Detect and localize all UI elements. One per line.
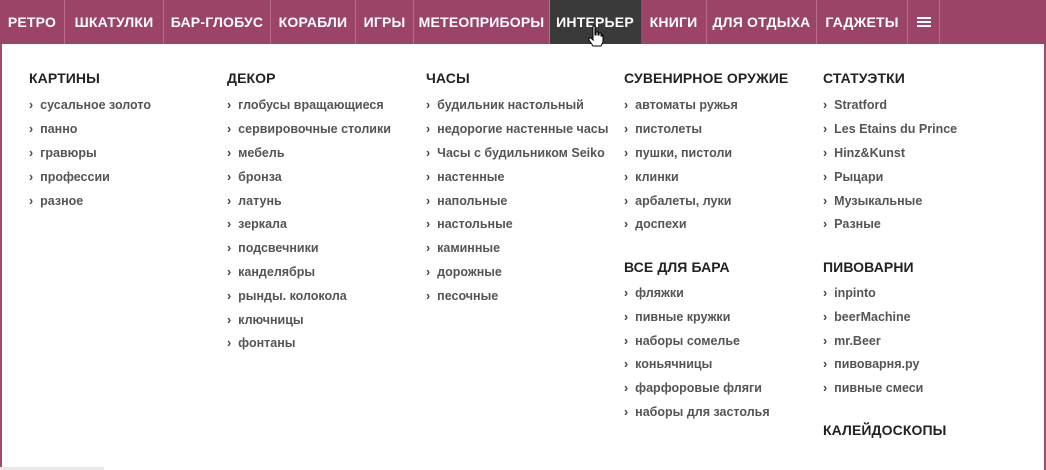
- menu-link[interactable]: › фляжки: [624, 286, 684, 300]
- menu-link[interactable]: › пистолеты: [624, 122, 702, 136]
- chevron-right-icon: ›: [227, 146, 232, 160]
- category-heading-souvenir-weapons[interactable]: СУВЕНИРНОЕ ОРУЖИЕ: [624, 70, 789, 86]
- menu-link[interactable]: › будильник настольный: [426, 98, 584, 112]
- menu-link[interactable]: › пушки, пистоли: [624, 146, 733, 160]
- menu-link[interactable]: › латунь: [227, 194, 282, 208]
- chevron-right-icon: ›: [426, 241, 431, 255]
- top-navigation: [0, 0, 1046, 44]
- menu-link[interactable]: › недорогие настенные часы: [426, 122, 609, 136]
- nav-item-books[interactable]: КНИГИ: [641, 0, 707, 44]
- chevron-right-icon: ›: [29, 98, 34, 112]
- chevron-right-icon: ›: [823, 146, 828, 160]
- menu-link[interactable]: › каминные: [426, 241, 501, 255]
- menu-link[interactable]: › панно: [29, 122, 78, 136]
- menu-link[interactable]: › рынды. колокола: [227, 289, 347, 303]
- chevron-right-icon: ›: [29, 146, 34, 160]
- category-heading-paintings[interactable]: КАРТИНЫ: [29, 70, 100, 86]
- chevron-right-icon: ›: [823, 334, 828, 348]
- chevron-right-icon: ›: [29, 170, 34, 184]
- chevron-right-icon: ›: [624, 122, 629, 136]
- category-heading-bar-supplies[interactable]: ВСЕ ДЛЯ БАРА: [624, 259, 730, 275]
- chevron-right-icon: ›: [624, 310, 629, 324]
- category-heading-clocks[interactable]: ЧАСЫ: [426, 70, 470, 86]
- menu-link[interactable]: › доспехи: [624, 217, 687, 231]
- menu-link[interactable]: › пивоварня.ру: [823, 357, 920, 371]
- nav-item-games[interactable]: ИГРЫ: [356, 0, 414, 44]
- chevron-right-icon: ›: [624, 170, 629, 184]
- chevron-right-icon: ›: [227, 98, 232, 112]
- chevron-right-icon: ›: [823, 122, 828, 136]
- menu-link[interactable]: › сервировочные столики: [227, 122, 391, 136]
- menu-link[interactable]: › подсвечники: [227, 241, 319, 255]
- chevron-right-icon: ›: [823, 381, 828, 395]
- chevron-right-icon: ›: [426, 122, 431, 136]
- chevron-right-icon: ›: [823, 170, 828, 184]
- menu-link[interactable]: › коньячницы: [624, 357, 713, 371]
- chevron-right-icon: ›: [823, 310, 828, 324]
- menu-link[interactable]: › наборы для застолья: [624, 405, 770, 419]
- menu-link[interactable]: › Часы с будильником Seiko: [426, 146, 605, 160]
- menu-link[interactable]: › пивные смеси: [823, 381, 924, 395]
- nav-item-leisure[interactable]: ДЛЯ ОТДЫХА: [707, 0, 817, 44]
- category-heading-decor[interactable]: ДЕКОР: [227, 70, 276, 86]
- menu-link[interactable]: › профессии: [29, 170, 110, 184]
- chevron-right-icon: ›: [624, 357, 629, 371]
- menu-link[interactable]: › напольные: [426, 194, 508, 208]
- menu-link[interactable]: › канделябры: [227, 265, 316, 279]
- menu-link[interactable]: › песочные: [426, 289, 499, 303]
- chevron-right-icon: ›: [624, 146, 629, 160]
- category-heading-breweries[interactable]: ПИВОВАРНИ: [823, 259, 914, 275]
- menu-link[interactable]: › клинки: [624, 170, 679, 184]
- menu-link[interactable]: › арбалеты, луки: [624, 194, 732, 208]
- nav-item-weather-instruments[interactable]: МЕТЕОПРИБОРЫ: [414, 0, 550, 44]
- chevron-right-icon: ›: [823, 194, 828, 208]
- nav-item-gadgets[interactable]: ГАДЖЕТЫ: [817, 0, 908, 44]
- chevron-right-icon: ›: [624, 194, 629, 208]
- chevron-right-icon: ›: [823, 357, 828, 371]
- chevron-right-icon: ›: [426, 289, 431, 303]
- chevron-right-icon: ›: [227, 313, 232, 327]
- chevron-right-icon: ›: [426, 98, 431, 112]
- nav-item-ships[interactable]: КОРАБЛИ: [271, 0, 356, 44]
- menu-link[interactable]: › inpinto: [823, 286, 876, 300]
- chevron-right-icon: ›: [227, 289, 232, 303]
- chevron-right-icon: ›: [227, 336, 232, 350]
- menu-link[interactable]: › beerMachine: [823, 310, 911, 324]
- chevron-right-icon: ›: [823, 98, 828, 112]
- chevron-right-icon: ›: [227, 170, 232, 184]
- category-heading-kaleidoscopes[interactable]: КАЛЕЙДОСКОПЫ: [823, 422, 947, 438]
- menu-link[interactable]: › наборы сомелье: [624, 334, 741, 348]
- nav-menu-button[interactable]: [908, 0, 940, 44]
- menu-link[interactable]: › гравюры: [29, 146, 97, 160]
- chevron-right-icon: ›: [227, 217, 232, 231]
- chevron-right-icon: ›: [426, 170, 431, 184]
- interior-dropdown-menu: [0, 44, 1046, 470]
- category-heading-figurines[interactable]: СТАТУЭТКИ: [823, 70, 905, 86]
- chevron-right-icon: ›: [823, 286, 828, 300]
- chevron-right-icon: ›: [624, 334, 629, 348]
- chevron-right-icon: ›: [624, 217, 629, 231]
- menu-link[interactable]: › настольные: [426, 217, 513, 231]
- chevron-right-icon: ›: [624, 405, 629, 419]
- menu-link[interactable]: › ключницы: [227, 313, 304, 327]
- menu-link[interactable]: › фонтаны: [227, 336, 296, 350]
- chevron-right-icon: ›: [227, 241, 232, 255]
- menu-link[interactable]: › Les Etains du Prince: [823, 122, 958, 136]
- nav-item-interior[interactable]: ИНТЕРЬЕР: [550, 0, 641, 44]
- chevron-right-icon: ›: [227, 194, 232, 208]
- menu-link[interactable]: › мебель: [227, 146, 285, 160]
- chevron-right-icon: ›: [426, 146, 431, 160]
- chevron-right-icon: ›: [227, 122, 232, 136]
- nav-item-boxes[interactable]: ШКАТУЛКИ: [65, 0, 164, 44]
- nav-item-retro[interactable]: РЕТРО: [0, 0, 65, 44]
- menu-link[interactable]: › сусальное золото: [29, 98, 151, 112]
- menu-link[interactable]: › зеркала: [227, 217, 287, 231]
- chevron-right-icon: ›: [426, 265, 431, 279]
- chevron-right-icon: ›: [426, 194, 431, 208]
- menu-link[interactable]: › разное: [29, 194, 84, 208]
- menu-link[interactable]: › дорожные: [426, 265, 502, 279]
- chevron-right-icon: ›: [29, 194, 34, 208]
- nav-item-bar-globe[interactable]: БАР-ГЛОБУС: [164, 0, 271, 44]
- chevron-right-icon: ›: [624, 98, 629, 112]
- menu-link[interactable]: › бронза: [227, 170, 282, 184]
- menu-link[interactable]: › Stratford: [823, 98, 887, 112]
- chevron-right-icon: ›: [29, 122, 34, 136]
- menu-link[interactable]: › Разные: [823, 217, 881, 231]
- menu-link[interactable]: › Hinz&Kunst: [823, 146, 905, 160]
- chevron-right-icon: ›: [624, 286, 629, 300]
- menu-link[interactable]: › фарфоровые фляги: [624, 381, 762, 395]
- menu-link[interactable]: › Рыцари: [823, 170, 884, 184]
- chevron-right-icon: ›: [624, 381, 629, 395]
- menu-link[interactable]: › mr.Beer: [823, 334, 881, 348]
- hamburger-icon: [917, 15, 931, 29]
- chevron-right-icon: ›: [823, 217, 828, 231]
- menu-link[interactable]: › автоматы ружья: [624, 98, 738, 112]
- menu-link[interactable]: › настенные: [426, 170, 505, 184]
- chevron-right-icon: ›: [426, 217, 431, 231]
- menu-link[interactable]: › Музыкальные: [823, 194, 923, 208]
- menu-link[interactable]: › пивные кружки: [624, 310, 731, 324]
- chevron-right-icon: ›: [227, 265, 232, 279]
- menu-link[interactable]: › глобусы вращающиеся: [227, 98, 384, 112]
